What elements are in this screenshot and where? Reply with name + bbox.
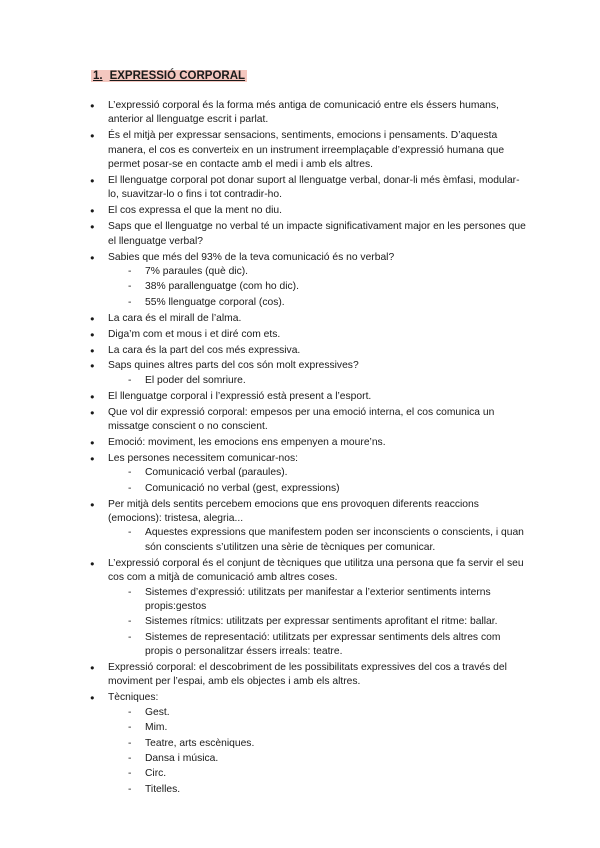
sub-list-item: - Mim. [108, 721, 530, 735]
list-item [90, 406, 530, 435]
sub-list-item: - Comunicació no verbal (gest, expressions) [108, 482, 530, 496]
list-item [90, 99, 530, 128]
list-item-text: Per mitjà dels sentits percebem emocions que ens provoquen diferents reaccions (emocions): tristesa, alegria... [108, 498, 479, 524]
list-item-text: La cara és el mirall de l’alma. [108, 312, 242, 324]
list-item-text: Emoció: moviment, les emocions ens empenyen a moure’ns. [108, 436, 386, 448]
list-item [90, 452, 530, 496]
sub-list-item: - El poder del somriure. [108, 374, 530, 388]
list-item [90, 359, 530, 388]
list-item-text: Les persones necessitem comunicar-nos: [108, 452, 299, 464]
sub-list-item: - Sistemes rítmics: utilitzats per expressar sentiments aprofitant el ritme: ballar. [108, 615, 530, 629]
list-item [90, 129, 530, 172]
list-item-text: El llenguatge corporal pot donar suport al llenguatge verbal, donar-li més èmfasi, modular-lo, suavitzar-lo o fins i tot contradir-ho. [108, 175, 520, 201]
list-item [90, 174, 530, 203]
list-item [90, 557, 530, 660]
list-item [90, 390, 530, 404]
list-item-text: L’expressió corporal és la forma més antiga de comunicació entre els éssers humans, anterior al llenguatge escrit i parlat. [108, 100, 499, 126]
sub-list-item: - Titelles. [108, 783, 530, 797]
list-item [90, 691, 530, 797]
list-item-text: Tècniques: [108, 692, 159, 704]
sub-list-item: - Circ. [108, 767, 530, 781]
sub-list-item: - Dansa i música. [108, 752, 530, 766]
sub-list [108, 265, 530, 310]
list-item-text: El llenguatge corporal i l’expressió està present a l’esport. [108, 390, 372, 402]
sub-list-item: - Gest. [108, 706, 530, 720]
sub-list-item: - 7% paraules (què dic). [108, 265, 530, 279]
list-item [90, 312, 530, 326]
section-title: EXPRESSIÓ CORPORAL [109, 70, 246, 82]
sub-list-item: - Comunicació verbal (paraules). [108, 466, 530, 480]
list-item [90, 204, 530, 218]
sub-list-item: - 38% parallenguatge (com ho dic). [108, 280, 530, 294]
list-item-text: La cara és la part del cos més expressiva. [108, 344, 301, 356]
sub-list-item: - Teatre, arts escèniques. [108, 737, 530, 751]
sub-list-item: - Sistemes de representació: utilitzats per expressar sentiments dels altres com propis o personalitzar éssers irreals: teatre. [108, 631, 530, 660]
list-item [90, 251, 530, 311]
list-item [90, 498, 530, 556]
sub-list-item: - Aquestes expressions que manifestem poden ser inconscients o conscients, i quan són conscients s’utilitzen una sèrie de tècniques per comunicar. [108, 526, 530, 555]
section-number: 1. [93, 70, 103, 82]
list-item-text: Diga’m com et mous i et diré com ets. [108, 328, 281, 340]
sub-list [108, 466, 530, 496]
list-item [90, 220, 530, 249]
sub-list [108, 526, 530, 555]
list-item [90, 661, 530, 690]
bullet-list [90, 99, 530, 799]
list-item-text: El cos expressa el que la ment no diu. [108, 205, 283, 217]
list-item [90, 328, 530, 342]
list-item-text: L’expressió corporal és el conjunt de tècniques que utilitza una persona que fa servir el seu cos com a mitjà de comunicació amb altres coses. [108, 557, 524, 584]
list-item-text: Sabies que més del 93% de la teva comunicació és no verbal? [108, 251, 395, 263]
list-item-text: Que vol dir expressió corporal: empesos per una emoció interna, el cos comunica un missatge conscient o no conscient. [108, 406, 495, 433]
sub-list [108, 374, 530, 388]
list-item [90, 344, 530, 358]
list-item-text: Saps quines altres parts del cos són molt expressives? [108, 360, 359, 372]
list-item [90, 436, 530, 450]
list-item-text: Saps que el llenguatge no verbal té un impacte significativament major en les persones que el llenguatge verbal? [108, 221, 526, 247]
sub-list [108, 706, 530, 797]
section-heading [91, 70, 247, 82]
sub-list-item: - Sistemes d’expressió: utilitzats per manifestar a l’exterior sentiments interns propis:gestos [108, 586, 530, 615]
list-item-text: És el mitjà per expressar sensacions, sentiments, emocions i pensaments. D’aquesta manera, el cos es converteix en un instrument irreemplaçable d’expressió humana que permet posar-se en contacte amb el medi i amb els altres. [108, 130, 505, 171]
list-item-text: Expressió corporal: el descobriment de les possibilitats expressives del cos a través del moviment per l’espai, amb els objectes i amb els altres. [108, 662, 507, 688]
sub-list [108, 586, 530, 660]
sub-list-item: - 55% llenguatge corporal (cos). [108, 296, 530, 310]
